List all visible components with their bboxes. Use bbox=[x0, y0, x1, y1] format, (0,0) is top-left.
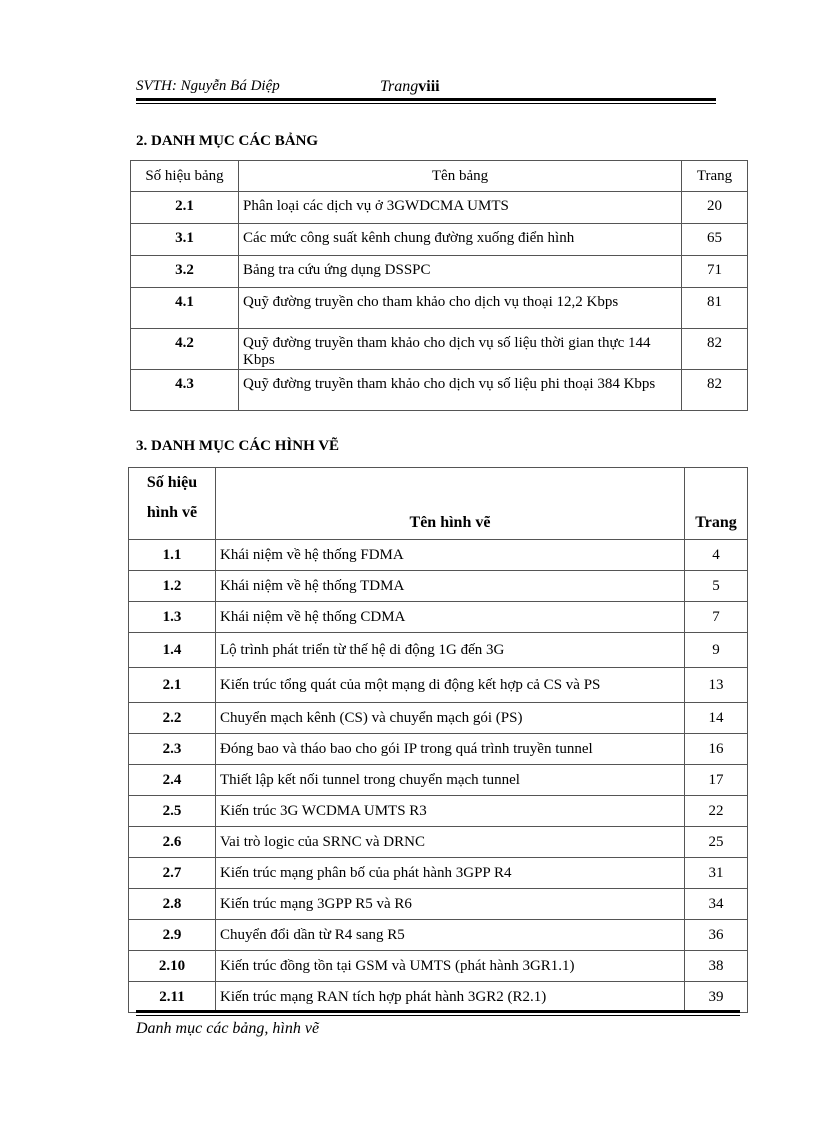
table-row bbox=[129, 540, 748, 571]
table-row bbox=[129, 703, 748, 734]
row-page: 22 bbox=[685, 796, 748, 827]
table-row bbox=[129, 734, 748, 765]
row-page: 17 bbox=[685, 765, 748, 796]
row-page: 31 bbox=[685, 858, 748, 889]
page-label: Trang bbox=[380, 78, 419, 95]
row-page: 16 bbox=[685, 734, 748, 765]
row-title: Thiết lập kết nối tunnel trong chuyển mạch tunnel bbox=[216, 765, 685, 796]
table-row bbox=[129, 982, 748, 1013]
row-id: 3.1 bbox=[131, 224, 239, 256]
table-row bbox=[129, 827, 748, 858]
row-page: 34 bbox=[685, 889, 748, 920]
table-row bbox=[131, 288, 748, 329]
row-id: 2.8 bbox=[129, 889, 216, 920]
table-row bbox=[131, 370, 748, 411]
row-page: 82 bbox=[682, 370, 748, 411]
row-page: 25 bbox=[685, 827, 748, 858]
table-row bbox=[129, 602, 748, 633]
table-row bbox=[131, 224, 748, 256]
row-title: Khái niệm về hệ thống CDMA bbox=[216, 602, 685, 633]
row-page: 7 bbox=[685, 602, 748, 633]
row-page: 13 bbox=[685, 668, 748, 703]
author-label: SVTH: Nguyễn Bá Diệp bbox=[136, 78, 280, 94]
section-title-tables: 2. DANH MỤC CÁC BẢNG bbox=[136, 133, 319, 149]
footer-rule-thick bbox=[136, 1010, 740, 1013]
row-page: 4 bbox=[685, 540, 748, 571]
row-page: 9 bbox=[685, 633, 748, 668]
page-footer: Danh mục các bảng, hình vẽ bbox=[136, 1020, 320, 1037]
row-title: Chuyển đổi dần từ R4 sang R5 bbox=[216, 920, 685, 951]
page-number: viii bbox=[418, 78, 440, 95]
table-row bbox=[129, 858, 748, 889]
header-rule-thick bbox=[136, 98, 716, 101]
figures-list bbox=[128, 467, 748, 1013]
row-title: Kiến trúc 3G WCDMA UMTS R3 bbox=[216, 796, 685, 827]
table-row bbox=[129, 796, 748, 827]
col-header-id: Số hiệu bảng bbox=[131, 161, 239, 192]
row-page: 20 bbox=[682, 192, 748, 224]
page-indicator bbox=[380, 78, 440, 96]
row-id: 2.3 bbox=[129, 734, 216, 765]
row-id: 2.4 bbox=[129, 765, 216, 796]
row-title: Kiến trúc mạng RAN tích hợp phát hành 3GR2 (R2.1) bbox=[216, 982, 685, 1013]
col-header-page: Trang bbox=[685, 468, 748, 540]
row-page: 65 bbox=[682, 224, 748, 256]
table-row bbox=[131, 192, 748, 224]
row-page: 81 bbox=[682, 288, 748, 329]
row-title: Quỹ đường truyền tham khảo cho dịch vụ số liệu thời gian thực 144 Kbps bbox=[239, 329, 682, 370]
table-row bbox=[129, 571, 748, 602]
row-id: 2.7 bbox=[129, 858, 216, 889]
row-id: 2.5 bbox=[129, 796, 216, 827]
row-title: Kiến trúc mạng 3GPP R5 và R6 bbox=[216, 889, 685, 920]
col-header-title: Tên hình vẽ bbox=[216, 468, 685, 540]
row-id: 1.1 bbox=[129, 540, 216, 571]
col-header-page: Trang bbox=[682, 161, 748, 192]
table-row bbox=[129, 889, 748, 920]
row-id: 1.4 bbox=[129, 633, 216, 668]
table-row bbox=[129, 668, 748, 703]
table-row bbox=[129, 951, 748, 982]
row-id: 3.2 bbox=[131, 256, 239, 288]
table-row bbox=[131, 256, 748, 288]
row-id: 2.1 bbox=[129, 668, 216, 703]
row-title: Vai trò logic của SRNC và DRNC bbox=[216, 827, 685, 858]
row-title: Kiến trúc đồng tồn tại GSM và UMTS (phát hành 3GR1.1) bbox=[216, 951, 685, 982]
table-row bbox=[129, 920, 748, 951]
row-title: Lộ trình phát triển từ thế hệ di động 1G đến 3G bbox=[216, 633, 685, 668]
row-title: Các mức công suất kênh chung đường xuống điển hình bbox=[239, 224, 682, 256]
col-header-id: Số hiệu hình vẽ bbox=[129, 468, 216, 540]
row-title: Khái niệm về hệ thống FDMA bbox=[216, 540, 685, 571]
row-id: 2.10 bbox=[129, 951, 216, 982]
row-title: Quỹ đường truyền tham khảo cho dịch vụ số liệu phi thoại 384 Kbps bbox=[239, 370, 682, 411]
row-id: 2.1 bbox=[131, 192, 239, 224]
row-title: Phân loại các dịch vụ ở 3GWDCMA UMTS bbox=[239, 192, 682, 224]
row-title: Quỹ đường truyền cho tham khảo cho dịch vụ thoại 12,2 Kbps bbox=[239, 288, 682, 329]
row-page: 39 bbox=[685, 982, 748, 1013]
table-row bbox=[131, 329, 748, 370]
table-row bbox=[129, 765, 748, 796]
row-title: Bảng tra cứu ứng dụng DSSPC bbox=[239, 256, 682, 288]
row-page: 5 bbox=[685, 571, 748, 602]
row-page: 36 bbox=[685, 920, 748, 951]
row-page: 82 bbox=[682, 329, 748, 370]
row-id: 2.6 bbox=[129, 827, 216, 858]
row-title: Kiến trúc mạng phân bố của phát hành 3GPP R4 bbox=[216, 858, 685, 889]
row-title: Chuyển mạch kênh (CS) và chuyển mạch gói (PS) bbox=[216, 703, 685, 734]
table-row bbox=[129, 633, 748, 668]
row-id: 1.2 bbox=[129, 571, 216, 602]
row-page: 71 bbox=[682, 256, 748, 288]
row-id: 4.1 bbox=[131, 288, 239, 329]
row-page: 38 bbox=[685, 951, 748, 982]
row-id: 4.2 bbox=[131, 329, 239, 370]
row-title: Khái niệm về hệ thống TDMA bbox=[216, 571, 685, 602]
row-title: Đóng bao và tháo bao cho gói IP trong quá trình truyền tunnel bbox=[216, 734, 685, 765]
row-id: 2.2 bbox=[129, 703, 216, 734]
row-id: 1.3 bbox=[129, 602, 216, 633]
header-rule-thin bbox=[136, 103, 716, 104]
row-id: 2.9 bbox=[129, 920, 216, 951]
row-title: Kiến trúc tổng quát của một mạng di động kết hợp cả CS và PS bbox=[216, 668, 685, 703]
section-title-figures: 3. DANH MỤC CÁC HÌNH VẼ bbox=[136, 438, 340, 454]
row-page: 14 bbox=[685, 703, 748, 734]
row-id: 2.11 bbox=[129, 982, 216, 1013]
tables-list bbox=[130, 160, 748, 411]
footer-rule-thin bbox=[136, 1015, 740, 1016]
page-header bbox=[136, 78, 716, 98]
row-id: 4.3 bbox=[131, 370, 239, 411]
col-header-title: Tên bảng bbox=[239, 161, 682, 192]
